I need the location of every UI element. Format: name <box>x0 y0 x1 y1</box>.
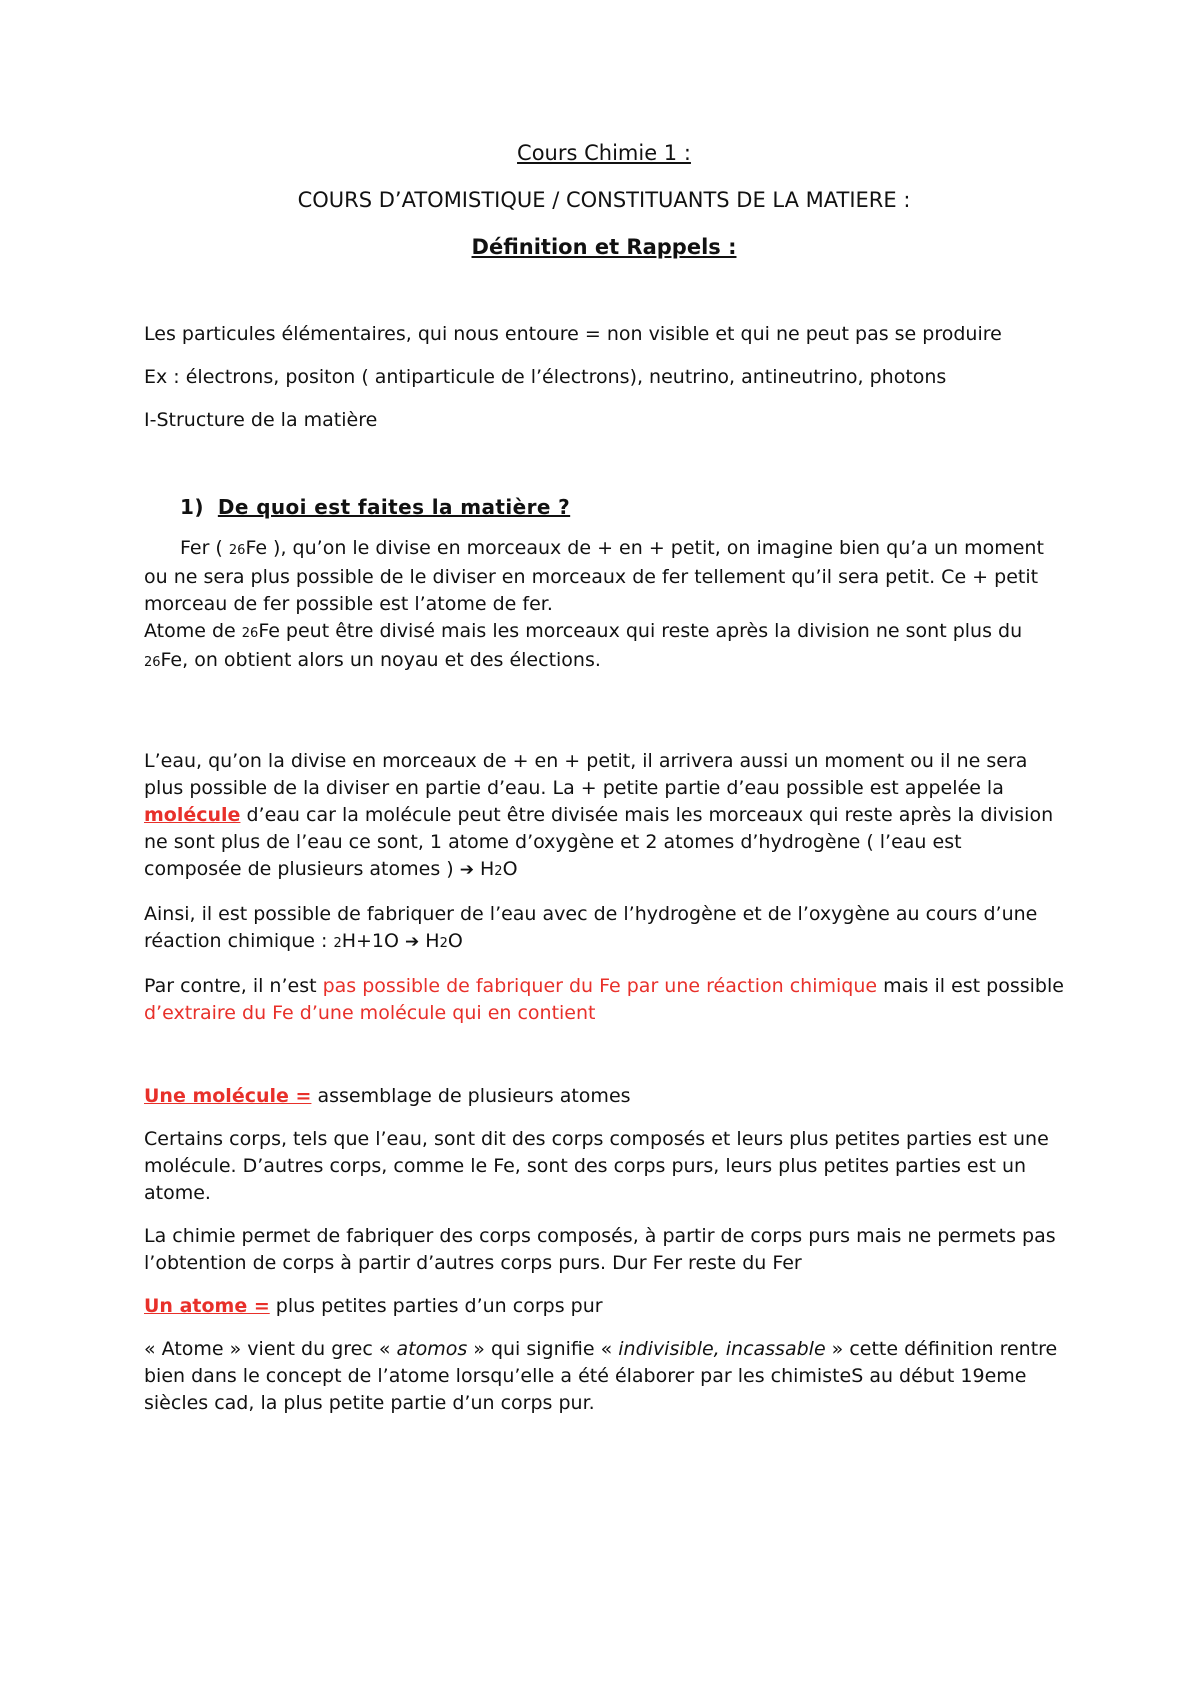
atome-text: » qui signifie « <box>467 1338 619 1360</box>
fer-text: Fe peut être divisé mais les morceaux qui reste après la division ne sont plus du <box>258 620 1023 642</box>
formula-text: O <box>447 930 463 952</box>
formula-text: H <box>419 930 440 952</box>
intro-paragraph-3: I-Structure de la matière <box>144 409 378 431</box>
atomic-number: 26 <box>241 626 259 641</box>
section-title-definitions: Définition et Rappels : <box>471 235 737 259</box>
atomic-number: 26 <box>144 655 161 670</box>
arrow-right-icon: ➔ <box>459 860 474 880</box>
formula-coefficient: 2 <box>333 936 342 951</box>
intro-paragraph-2: Ex : électrons, positon ( antiparticule de l’électrons), neutrino, antineutrino, photons <box>144 366 947 388</box>
atome-definition <box>144 1293 1064 1320</box>
eau-text: d’eau car la molécule peut être divisée mais les morceaux qui reste après la division ne sont plus de l’eau ce sont, 1 atome d’oxygène et 2 atomes d’hydrogène ( l’eau est composée de plusieurs atomes ) <box>144 804 1054 880</box>
molecule-definition <box>144 1083 1064 1110</box>
molecule-definition-text: assemblage de plusieurs atomes <box>311 1085 631 1107</box>
atome-text: » cette définition rentre bien dans le concept de l’atome lorsqu’elle a été élaborer par les chimisteS au début 19eme siècles cad, la plus petite partie d’un corps pur. <box>144 1338 1058 1414</box>
spacer <box>144 1043 1064 1083</box>
fer-paragraph-1 <box>144 535 1064 618</box>
section-1-heading <box>180 494 1064 521</box>
arrow-right-icon: ➔ <box>405 932 420 952</box>
molecule-definition-label: Une molécule = <box>144 1085 312 1107</box>
molecule-paragraph-1: Certains corps, tels que l’eau, sont dit des corps composés et leurs plus petites parties est une molécule. D’autres corps, comme le Fe, sont des corps purs, leurs plus petites parties est un atome. <box>144 1128 1049 1204</box>
fer-text: Fer ( <box>180 537 229 559</box>
formula-subscript: 2 <box>494 864 503 879</box>
fer-paragraph-2 <box>144 618 1064 676</box>
eau-text: mais il est possible <box>877 975 1064 997</box>
intro-paragraph-1: Les particules élémentaires, qui nous entoure = non visible et qui ne peut pas se produire <box>144 323 1002 345</box>
fer-text: Atome de <box>144 620 242 642</box>
highlighted-text: pas possible de fabriquer du Fe par une réaction chimique <box>322 975 878 997</box>
atome-definition-label: Un atome = <box>144 1295 270 1317</box>
eau-text: L’eau, qu’on la divise en morceaux de + en + petit, il arrivera aussi un moment ou il ne sera plus possible de la diviser en partie d’eau. La + petite partie d’eau possible est appelée la <box>144 750 1028 799</box>
eau-text: Par contre, il n’est <box>144 975 323 997</box>
spacer <box>144 261 1064 321</box>
italic-term: atomos <box>396 1338 468 1360</box>
atomic-number: 26 <box>228 543 246 558</box>
molecule-paragraph-2: La chimie permet de fabriquer des corps composés, à partir de corps purs mais ne permets pas l’obtention de corps à partir d’autres corps purs. Dur Fer reste du Fer <box>144 1225 1056 1274</box>
fer-text: Fe ), qu’on le divise en morceaux de + en + petit, on imagine bien qu’a un moment ou ne sera plus possible de le diviser en morceaux de fer tellement qu’il sera petit. Ce + petit morceau de fer possible est l’atome de fer. <box>144 537 1044 615</box>
formula-subscript: 2 <box>439 936 448 951</box>
section-1-heading-text: De quoi est faites la matière ? <box>217 495 571 519</box>
atome-text: « Atome » vient du grec « <box>144 1338 397 1360</box>
molecule-keyword: molécule <box>144 804 241 826</box>
section-1-number: 1) <box>180 495 204 519</box>
spacer <box>144 692 1064 748</box>
eau-text: Ainsi, il est possible de fabriquer de l’eau avec de l’hydrogène et de l’oxygène au cours d’une réaction chimique : <box>144 903 1038 952</box>
atome-definition-text: plus petites parties d’un corps pur <box>269 1295 603 1317</box>
spacer <box>144 450 1064 494</box>
document-subtitle: COURS D’ATOMISTIQUE / CONSTITUANTS DE LA MATIERE : <box>297 188 911 212</box>
fer-text: Fe, on obtient alors un noyau et des élections. <box>160 649 601 671</box>
document-page <box>144 140 1064 1433</box>
eau-paragraph-1 <box>144 748 1064 885</box>
italic-term: indivisible, incassable <box>618 1338 826 1360</box>
formula-text: H+1O <box>341 930 406 952</box>
formula-text: O <box>502 858 518 880</box>
highlighted-text: d’extraire du Fe d’une molécule qui en contient <box>144 1002 596 1024</box>
eau-paragraph-2 <box>144 901 1064 957</box>
document-title: Cours Chimie 1 : <box>517 141 691 165</box>
formula-text: H <box>473 858 495 880</box>
eau-paragraph-3 <box>144 973 1064 1027</box>
atome-paragraph <box>144 1336 1064 1417</box>
